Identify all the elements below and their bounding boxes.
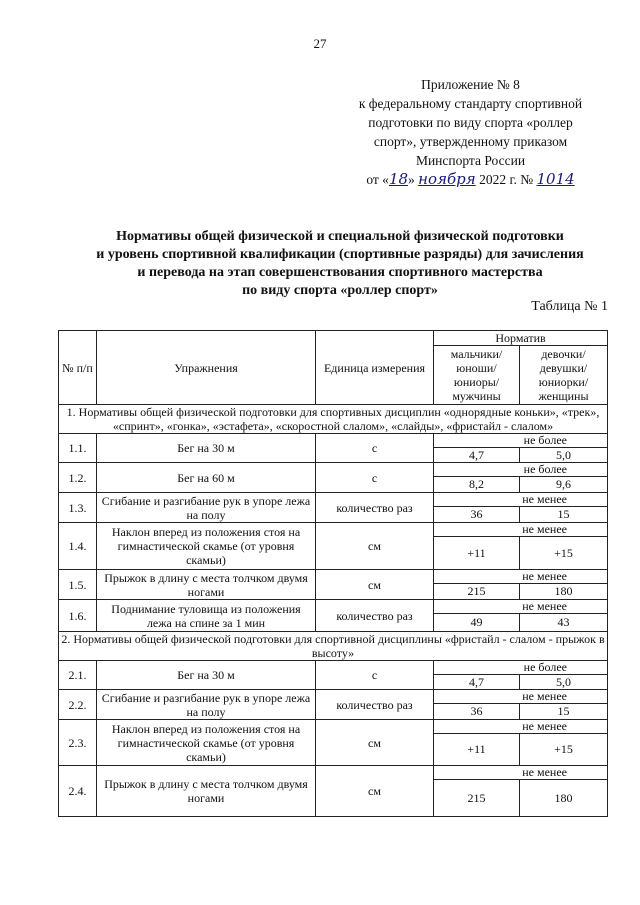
section-row bbox=[59, 405, 608, 434]
row-number: 1.1. bbox=[59, 434, 97, 463]
row-norm-label: не менее bbox=[434, 766, 608, 780]
table-caption: Таблица № 1 bbox=[531, 299, 608, 314]
row-value-girls: +15 bbox=[520, 734, 608, 766]
row-value-girls: 5,0 bbox=[520, 675, 608, 690]
row-unit: с bbox=[316, 434, 434, 463]
appendix-line: спорт», утвержденному приказом bbox=[373, 134, 568, 149]
order-date-line bbox=[318, 170, 623, 189]
section-title: 1. Нормативы общей физической подготовки для спортивных дисциплин «однорядные коньки», «трек», «спринт», «гонка», «эстафета», «скоростной слалом», «слайды», «фристайл - слалом» bbox=[59, 405, 608, 434]
row-norm-label: не менее bbox=[434, 720, 608, 734]
document-title bbox=[60, 228, 620, 300]
row-norm-label: не менее bbox=[434, 493, 608, 507]
section-title: 2. Нормативы общей физической подготовки для спортивной дисциплины «фристайл - слалом - прыжок в высоту» bbox=[59, 632, 608, 661]
table-row bbox=[59, 720, 608, 734]
row-number: 2.3. bbox=[59, 720, 97, 766]
row-value-girls: 15 bbox=[520, 507, 608, 523]
handwritten-order-number: 1014 bbox=[536, 170, 575, 188]
table-row bbox=[59, 434, 608, 448]
row-unit: см bbox=[316, 766, 434, 817]
title-line: и перевода на этап совершенствования спортивного мастерства bbox=[137, 265, 543, 280]
header-exercise: Упражнения bbox=[97, 331, 316, 405]
row-exercise: Поднимание туловища из положения лежа на спине за 1 мин bbox=[97, 600, 316, 632]
appendix-line: подготовки по виду спорта «роллер bbox=[368, 115, 573, 130]
row-value-boys: 36 bbox=[434, 507, 520, 523]
row-exercise: Сгибание и разгибание рук в упоре лежа на полу bbox=[97, 493, 316, 523]
handwritten-month: ноября bbox=[418, 170, 476, 188]
handwritten-day: 18 bbox=[388, 170, 409, 188]
row-value-girls: 15 bbox=[520, 704, 608, 720]
row-number: 2.1. bbox=[59, 661, 97, 690]
row-exercise: Бег на 60 м bbox=[97, 463, 316, 493]
title-line: и уровень спортивной квалификации (спортивные разряды) для зачисления bbox=[96, 247, 584, 262]
row-norm-label: не более bbox=[434, 463, 608, 477]
row-exercise: Наклон вперед из положения стоя на гимнастической скамье (от уровня скамьи) bbox=[97, 720, 316, 766]
row-value-girls: 9,6 bbox=[520, 477, 608, 493]
row-value-girls: 180 bbox=[520, 780, 608, 817]
table-row bbox=[59, 690, 608, 704]
row-unit: см bbox=[316, 570, 434, 600]
row-value-boys: 215 bbox=[434, 780, 520, 817]
row-norm-label: не более bbox=[434, 434, 608, 448]
table-row bbox=[59, 661, 608, 675]
table-row bbox=[59, 570, 608, 584]
appendix-line: к федеральному стандарту спортивной bbox=[358, 96, 583, 111]
row-norm-label: не менее bbox=[434, 690, 608, 704]
row-norm-label: не менее bbox=[434, 570, 608, 584]
table-row bbox=[59, 600, 608, 614]
header-boys: мальчики/ юноши/ юниоры/ мужчины bbox=[434, 346, 520, 405]
title-line: по виду спорта «роллер спорт» bbox=[242, 283, 438, 298]
row-exercise: Сгибание и разгибание рук в упоре лежа на полу bbox=[97, 690, 316, 720]
row-unit: см bbox=[316, 523, 434, 570]
row-norm-label: не менее bbox=[434, 523, 608, 537]
row-number: 1.4. bbox=[59, 523, 97, 570]
table-row bbox=[59, 766, 608, 780]
row-unit: с bbox=[316, 463, 434, 493]
row-exercise: Бег на 30 м bbox=[97, 434, 316, 463]
row-unit: с bbox=[316, 661, 434, 690]
title-line: Нормативы общей физической и специальной физической подготовки bbox=[116, 229, 564, 244]
row-number: 2.4. bbox=[59, 766, 97, 817]
row-unit: количество раз bbox=[316, 493, 434, 523]
row-norm-label: не менее bbox=[434, 600, 608, 614]
row-exercise: Бег на 30 м bbox=[97, 661, 316, 690]
row-value-girls: +15 bbox=[520, 537, 608, 570]
row-norm-label: не более bbox=[434, 661, 608, 675]
header-unit: Единица измерения bbox=[316, 331, 434, 405]
section-row bbox=[59, 632, 608, 661]
date-prefix: от « bbox=[366, 172, 389, 187]
row-exercise: Наклон вперед из положения стоя на гимнастической скамье (от уровня скамьи) bbox=[97, 523, 316, 570]
appendix-block bbox=[318, 75, 623, 189]
row-value-boys: 4,7 bbox=[434, 448, 520, 463]
table-row bbox=[59, 493, 608, 507]
row-number: 1.6. bbox=[59, 600, 97, 632]
row-value-boys: 36 bbox=[434, 704, 520, 720]
row-number: 1.5. bbox=[59, 570, 97, 600]
page-number: 27 bbox=[313, 36, 327, 51]
header-norm: Норматив bbox=[434, 331, 608, 346]
header-row bbox=[59, 331, 608, 346]
row-value-boys: +11 bbox=[434, 537, 520, 570]
header-girls: девочки/ девушки/ юниорки/ женщины bbox=[520, 346, 608, 405]
row-unit: см bbox=[316, 720, 434, 766]
appendix-line: Приложение № 8 bbox=[421, 77, 520, 92]
row-exercise: Прыжок в длину с места толчком двумя ногами bbox=[97, 570, 316, 600]
appendix-line: Минспорта России bbox=[415, 153, 526, 168]
year-text: 2022 г. № bbox=[479, 172, 534, 187]
row-number: 2.2. bbox=[59, 690, 97, 720]
row-value-boys: 4,7 bbox=[434, 675, 520, 690]
norms-table bbox=[58, 330, 608, 817]
row-unit: количество раз bbox=[316, 690, 434, 720]
row-exercise: Прыжок в длину с места толчком двумя ногами bbox=[97, 766, 316, 817]
row-value-girls: 5,0 bbox=[520, 448, 608, 463]
table-row bbox=[59, 463, 608, 477]
row-value-girls: 43 bbox=[520, 614, 608, 632]
table-row bbox=[59, 523, 608, 537]
row-number: 1.3. bbox=[59, 493, 97, 523]
row-value-boys: 215 bbox=[434, 584, 520, 600]
row-number: 1.2. bbox=[59, 463, 97, 493]
header-num: № п/п bbox=[59, 331, 97, 405]
row-value-boys: 49 bbox=[434, 614, 520, 632]
row-value-boys: +11 bbox=[434, 734, 520, 766]
row-value-girls: 180 bbox=[520, 584, 608, 600]
date-mid: » bbox=[408, 172, 415, 187]
row-value-boys: 8,2 bbox=[434, 477, 520, 493]
row-unit: количество раз bbox=[316, 600, 434, 632]
